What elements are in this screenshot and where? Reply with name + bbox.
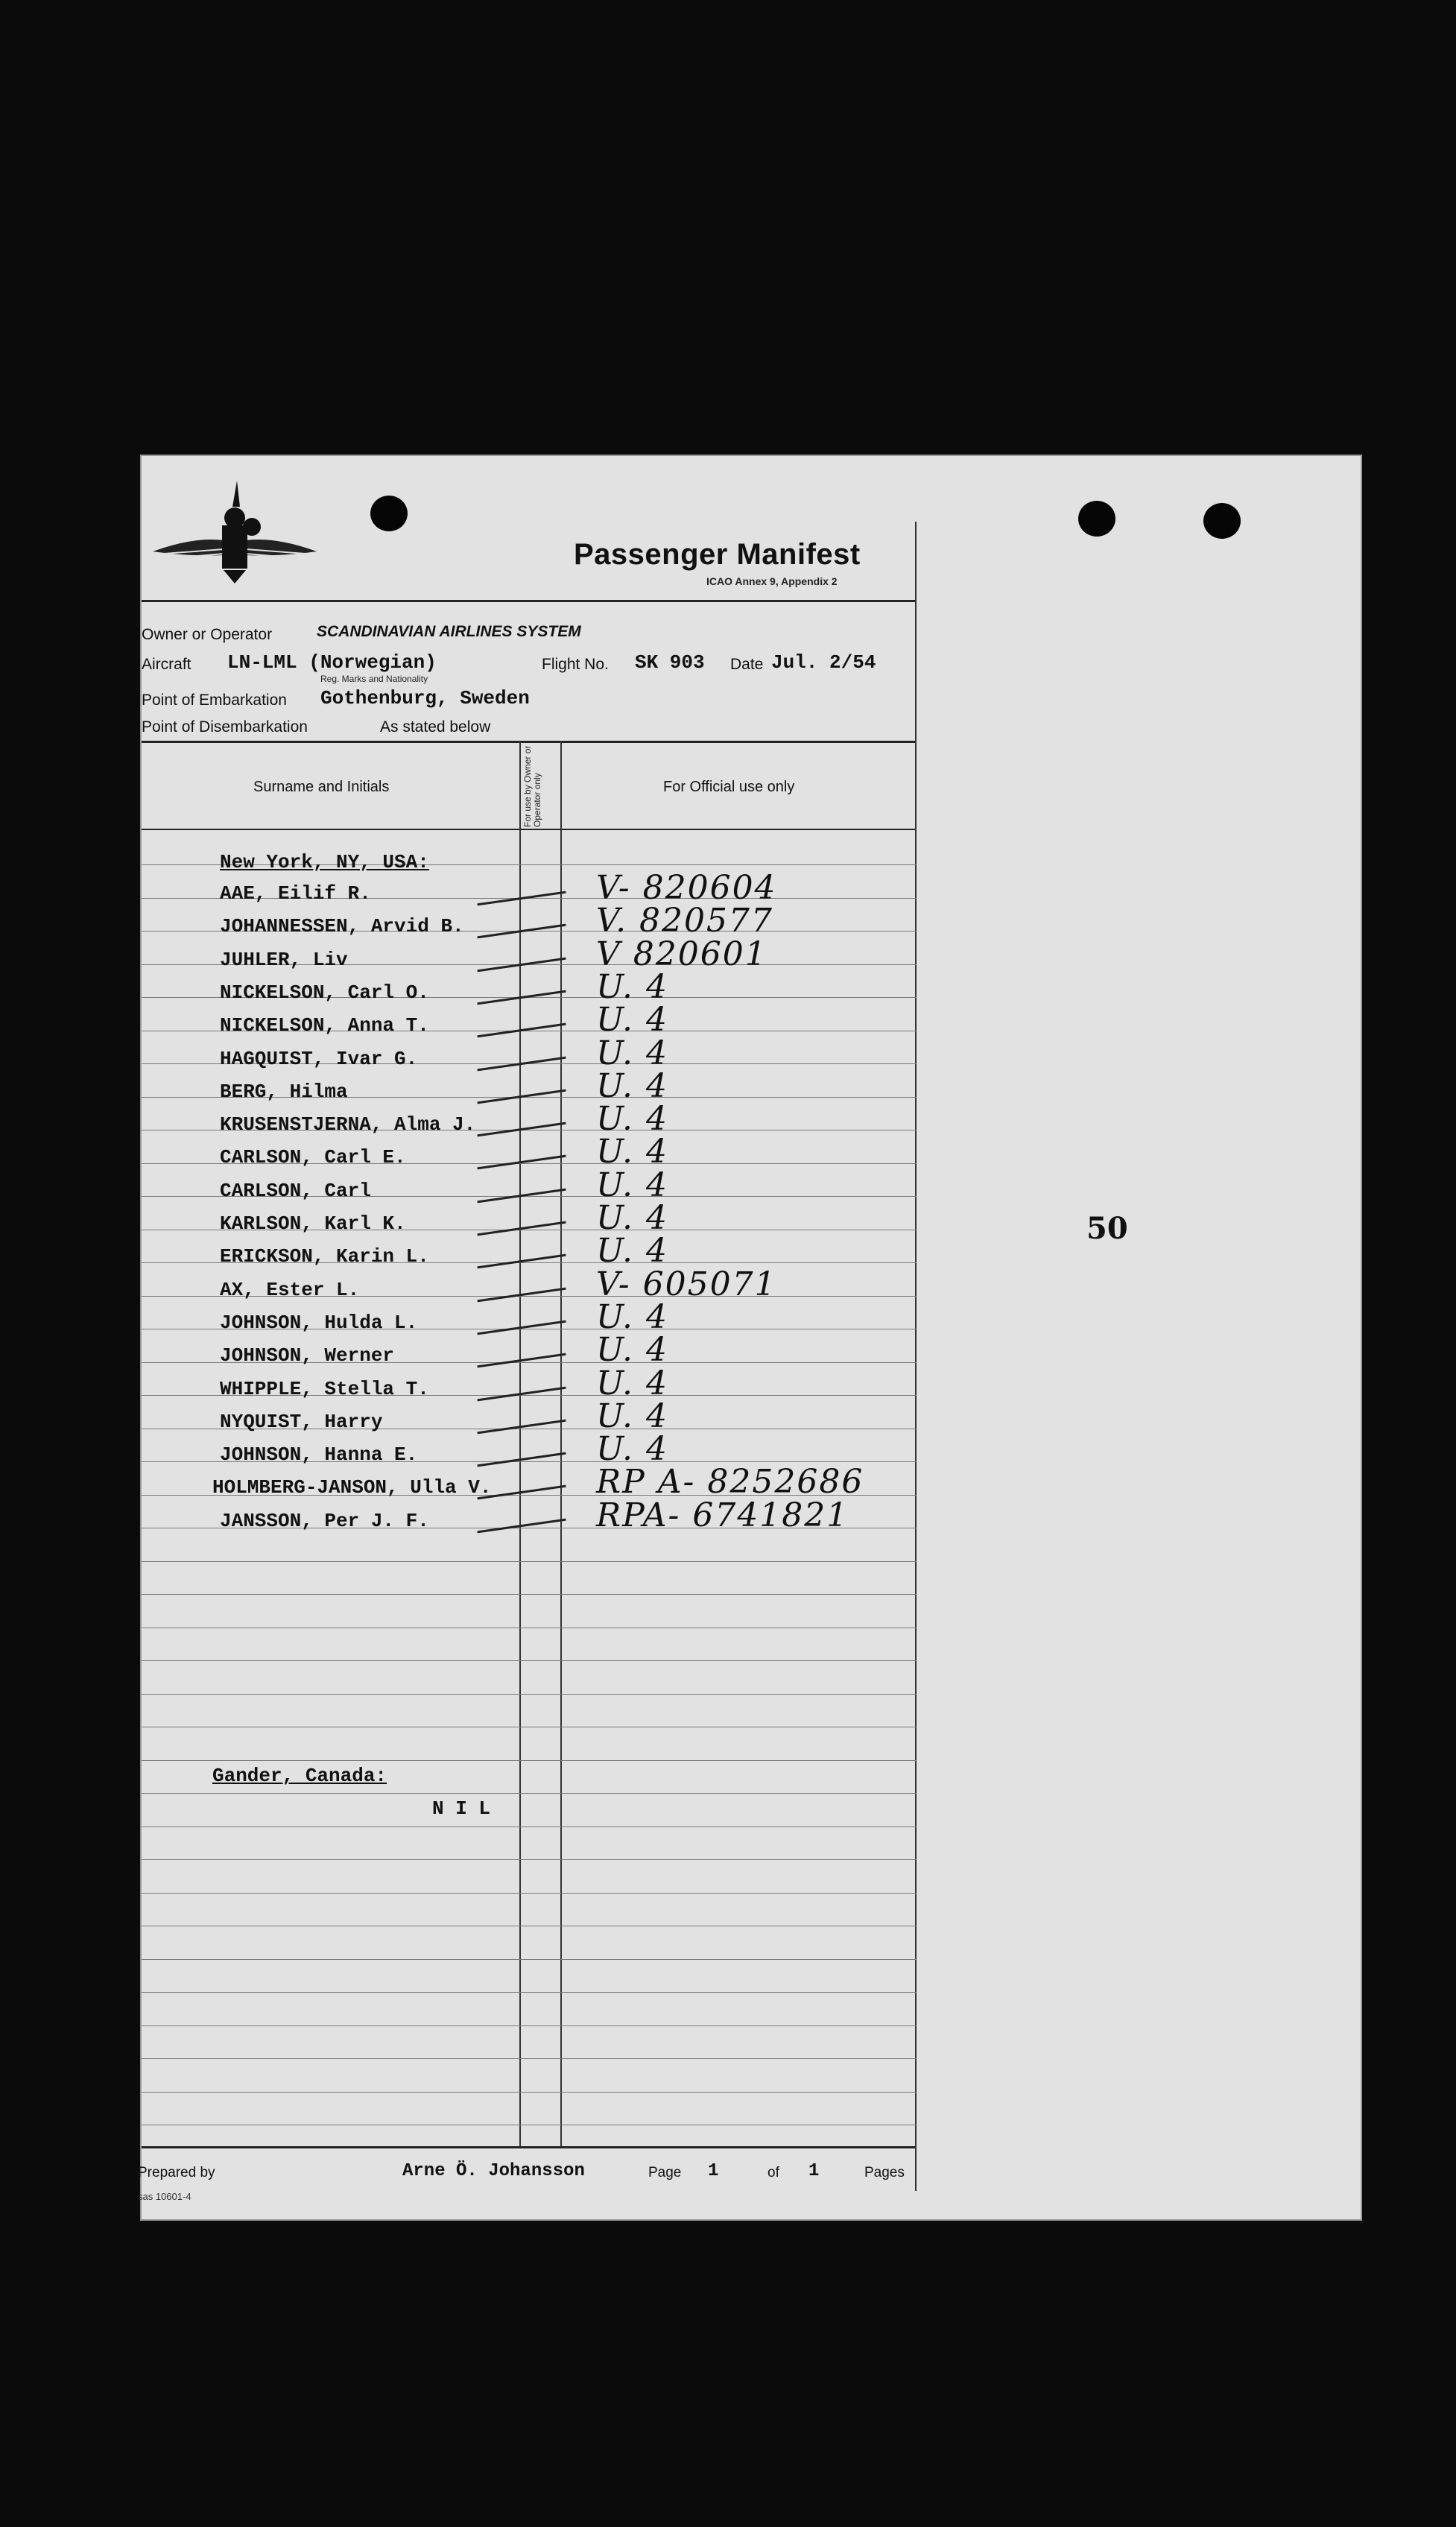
official-annotation: U. 4	[596, 1034, 669, 1072]
official-annotation: U. 4	[596, 1199, 669, 1237]
passenger-name: AX, Ester L.	[220, 1279, 360, 1301]
official-annotation: U. 4	[596, 1430, 669, 1468]
divider	[142, 2146, 917, 2148]
destination-heading: New York, NY, USA:	[220, 851, 429, 873]
flight-label: Flight No.	[542, 656, 609, 673]
ruled-line	[142, 1992, 917, 1993]
passenger-name: CARLSON, Carl	[220, 1180, 371, 1202]
page-value: 1	[708, 2161, 719, 2181]
column-divider	[560, 741, 562, 2146]
aircraft-value: LN-LML (Norwegian)	[227, 651, 437, 674]
passenger-name: KRUSENSTJERNA, Alma J.	[220, 1113, 476, 1136]
destination-nil-value: N I L	[432, 1797, 491, 1820]
document-scan	[140, 455, 1362, 2221]
disembark-value: As stated below	[380, 718, 491, 736]
official-annotation: U. 4	[596, 1397, 669, 1435]
reg-marks-label: Reg. Marks and Nationality	[320, 674, 428, 684]
ruled-line	[142, 1959, 917, 1960]
pages-label: Pages	[864, 2165, 905, 2180]
page-title: Passenger Manifest	[574, 538, 861, 571]
owner-label: Owner or Operator	[142, 626, 273, 643]
passenger-name: JOHANNESSEN, Arvid B.	[220, 915, 464, 937]
page-subtitle: ICAO Annex 9, Appendix 2	[706, 575, 838, 587]
official-annotation: U. 4	[596, 1364, 669, 1402]
official-annotation: U. 4	[596, 1067, 669, 1105]
ruled-line	[142, 1561, 917, 1562]
passenger-name: NICKELSON, Carl O.	[220, 981, 429, 1004]
passenger-name: ERICKSON, Karin L.	[220, 1245, 429, 1268]
official-annotation: U. 4	[596, 1298, 669, 1336]
disembark-label: Point of Disembarkation	[142, 718, 308, 736]
ruled-line	[142, 2058, 917, 2059]
passenger-name: JUHLER, Liv	[220, 949, 348, 971]
of-value: 1	[808, 2161, 820, 2181]
passenger-name: HOLMBERG-JANSON, Ulla V.	[212, 1476, 492, 1499]
ruled-line	[142, 1660, 917, 1661]
passenger-name: JANSSON, Per J. F.	[220, 1510, 429, 1532]
stamp-number: 50	[1086, 1211, 1128, 1246]
page-label: Page	[648, 2165, 682, 2180]
ruled-line	[142, 1594, 917, 1595]
column-divider	[915, 522, 917, 2191]
date-value: Jul. 2/54	[771, 651, 876, 674]
date-label: Date	[730, 656, 764, 673]
ruled-line	[142, 1859, 917, 1860]
passenger-name: HAGQUIST, Ivar G.	[220, 1048, 418, 1070]
passenger-name: JOHNSON, Hulda L.	[220, 1312, 418, 1334]
prepared-label: Prepared by	[138, 2165, 215, 2180]
passenger-name: JOHNSON, Hanna E.	[220, 1443, 418, 1466]
column-divider	[519, 741, 521, 2146]
passenger-name: JOHNSON, Werner	[220, 1344, 395, 1367]
official-annotation: V- 605071	[596, 1265, 777, 1303]
official-annotation: U. 4	[596, 1331, 669, 1369]
official-annotation: V. 820577	[596, 902, 774, 940]
embark-label: Point of Embarkation	[142, 692, 287, 709]
divider	[142, 741, 917, 743]
divider	[142, 829, 917, 830]
operator-column-header: For use by Owner or Operator only	[522, 745, 542, 827]
punch-hole	[1078, 501, 1115, 537]
owner-value: SCANDINAVIAN AIRLINES SYSTEM	[317, 623, 581, 640]
ruled-line	[142, 2025, 917, 2026]
destination-heading: Gander, Canada:	[212, 1765, 387, 1787]
of-label: of	[767, 2165, 779, 2180]
official-annotation: V- 820604	[596, 869, 777, 907]
passenger-name: BERG, Hilma	[220, 1081, 348, 1103]
airline-logo	[149, 466, 320, 592]
punch-hole	[370, 496, 408, 531]
aircraft-label: Aircraft	[142, 656, 192, 673]
passenger-name: WHIPPLE, Stella T.	[220, 1378, 429, 1400]
ruled-line	[142, 1760, 917, 1761]
official-annotation: U. 4	[596, 1133, 669, 1171]
official-column-header: For Official use only	[663, 779, 795, 795]
ruled-line	[142, 1893, 917, 1894]
passenger-name: NYQUIST, Harry	[220, 1411, 383, 1433]
ruled-line	[142, 1694, 917, 1695]
official-annotation: U. 4	[596, 1166, 669, 1204]
official-annotation: U. 4	[596, 1232, 669, 1270]
ruled-line	[142, 1793, 917, 1794]
official-annotation: RP A- 8252686	[596, 1463, 864, 1501]
form-code: sas 10601-4	[138, 2191, 192, 2202]
official-annotation: U. 4	[596, 1001, 669, 1039]
flight-value: SK 903	[635, 651, 705, 674]
prepared-value: Arne Ö. Johansson	[402, 2161, 585, 2181]
passenger-name: AAE, Eilif R.	[220, 882, 371, 905]
ruled-line	[142, 2092, 917, 2093]
passenger-name: CARLSON, Carl E.	[220, 1146, 406, 1168]
surname-column-header: Surname and Initials	[253, 779, 390, 795]
divider	[142, 600, 917, 602]
passenger-name: KARLSON, Karl K.	[220, 1212, 406, 1235]
embark-value: Gothenburg, Sweden	[320, 687, 530, 709]
passenger-name: NICKELSON, Anna T.	[220, 1014, 429, 1037]
official-annotation: RPA- 6741821	[596, 1496, 849, 1534]
punch-hole	[1203, 503, 1241, 539]
official-annotation: U. 4	[596, 968, 669, 1006]
official-annotation: V 820601	[596, 935, 767, 973]
official-annotation: U. 4	[596, 1100, 669, 1138]
